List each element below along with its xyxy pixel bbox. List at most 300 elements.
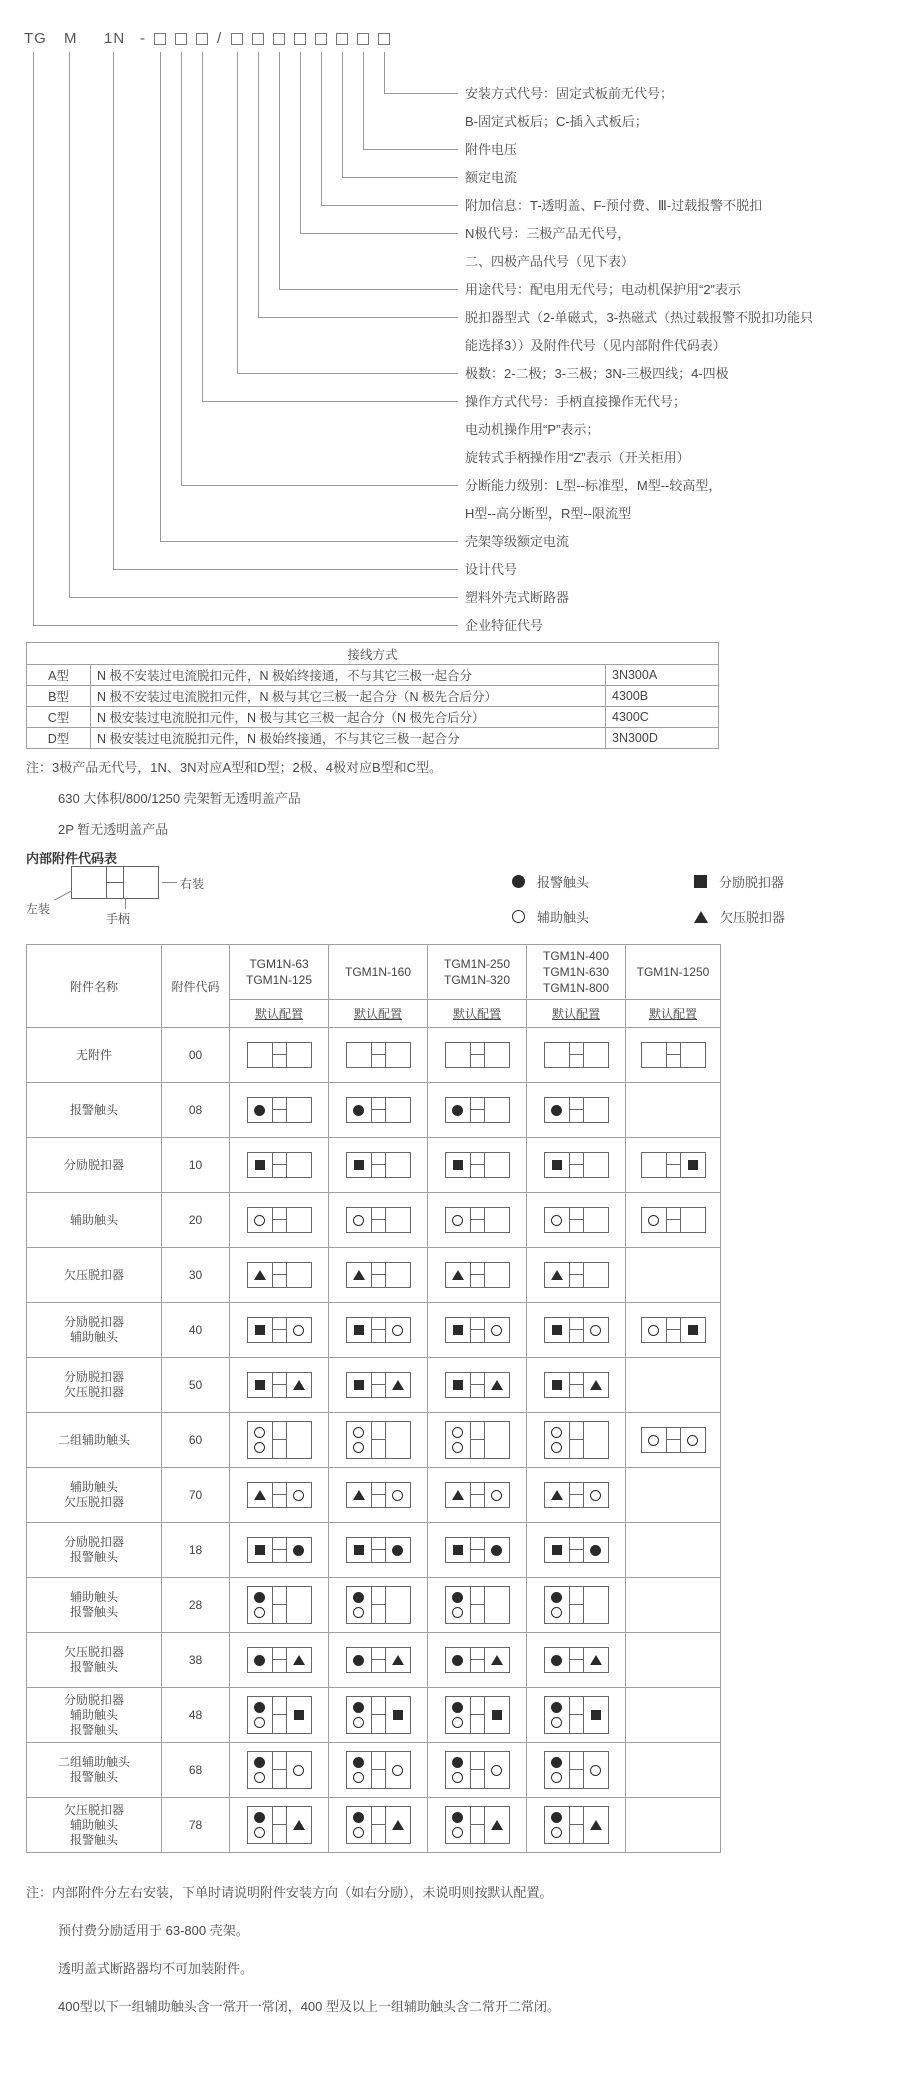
diagram-compartment-left [248,1648,272,1672]
handle-upper-segment [372,1752,385,1770]
legend-item-aux [512,907,694,926]
auxiliary-contact-icon [512,910,525,923]
handle-icon [272,1373,287,1397]
handle-upper-segment [667,1428,680,1440]
handle-lower-segment [372,1385,385,1397]
accessory-config-diagram [247,1262,312,1288]
undervoltage-release-icon [353,1490,365,1500]
diagram-compartment-right [584,1587,608,1623]
accessory-config-cell [230,1028,329,1083]
handle-upper-segment [273,1483,286,1495]
diagram-compartment-right [287,1318,311,1342]
alarm-contact-icon [452,1757,463,1768]
handle-upper-segment [107,867,123,883]
accessory-config-cell [329,1303,428,1358]
auxiliary-contact-icon [353,1215,364,1226]
handle-icon [272,1208,287,1232]
accessory-config-diagram [445,1372,510,1398]
product-column-header [329,945,428,1000]
diagram-compartment-left [347,1043,371,1067]
handle-upper-segment [372,1318,385,1330]
auxiliary-contact-icon [392,1765,403,1776]
diagram-compartment-left [248,1043,272,1067]
default-config-header [527,1000,626,1028]
handle-lower-segment [372,1605,385,1623]
diagram-compartment-left [347,1153,371,1177]
alarm-contact-icon [491,1545,502,1556]
accessory-name-cell [27,1303,162,1358]
accessory-row [27,1743,721,1798]
accessory-config-cell [626,1743,721,1798]
auxiliary-contact-icon [687,1435,698,1446]
diagram-compartment-right [287,1538,311,1562]
undervoltage-release-icon [254,1270,266,1280]
handle-icon [569,1208,584,1232]
accessory-config-cell [527,1468,626,1523]
handle-upper-segment [471,1263,484,1275]
accessory-config-diagram [247,1586,312,1624]
handle-upper-segment [471,1373,484,1385]
handle-upper-segment [372,1043,385,1055]
diagram-compartment-right [287,1153,311,1177]
shunt-release-icon [255,1160,265,1170]
accessory-code-cell: 68 [162,1743,230,1798]
handle-lower-segment [471,1055,484,1067]
handle-lower-segment [273,1275,286,1287]
legend-item-alarm [512,872,694,891]
accessory-name-line: 分励脱扣器 [63,1370,124,1384]
diagram-compartment-right [386,1043,410,1067]
handle-lower-segment [471,1275,484,1287]
accessory-config-cell [527,1138,626,1193]
auxiliary-contact-icon [293,1325,304,1336]
accessory-row [27,1303,721,1358]
accessory-config-diagram [641,1317,706,1343]
auxiliary-contact-icon [648,1435,659,1446]
diagram-compartment-left [248,1538,272,1562]
diagram-compartment-left [545,1807,569,1843]
diagram-compartment-left [446,1098,470,1122]
product-model-name: TGM1N-63 [249,957,309,971]
diagram-compartment-right [386,1752,410,1788]
shunt-release-icon [694,875,707,888]
accessory-config-diagram [544,1482,609,1508]
handle-upper-segment [570,1208,583,1220]
diagram-compartment-left [248,1483,272,1507]
product-model-name: TGM1N-630 [542,965,610,979]
handle-lower-segment [471,1660,484,1672]
model-code-callout [465,360,729,388]
accessory-config-diagram [544,1696,609,1734]
diagram-compartment-left [248,1153,272,1177]
wiring-type-cell: C型 [27,707,91,728]
accessory-config-cell [428,1468,527,1523]
product-column-header [428,945,527,1000]
note-line: 预付费分励适用于 63-800 壳架。 [58,1923,249,1938]
right-install-label: 右装 [180,877,205,891]
model-code-box [378,33,390,45]
undervoltage-release-icon [491,1380,503,1390]
handle-lower-segment [471,1495,484,1507]
accessory-name-line: 报警触头 [69,1770,118,1784]
handle-lower-segment [273,1330,286,1342]
diagram-compartment-right [287,1483,311,1507]
handle-icon [470,1263,485,1287]
auxiliary-contact-icon [491,1490,502,1501]
handle-icon [272,1538,287,1562]
handle-lower-segment [471,1385,484,1397]
handle-upper-segment [471,1648,484,1660]
handle-upper-segment [372,1373,385,1385]
product-model-name: TGM1N-250 [443,957,511,971]
accessory-config-cell [329,1193,428,1248]
handle-upper-segment [471,1483,484,1495]
undervoltage-release-icon [353,1270,365,1280]
undervoltage-release-icon [293,1655,305,1665]
accessory-config-diagram [445,1042,510,1068]
handle-icon [569,1648,584,1672]
default-config-label: 默认配置 [648,1007,697,1021]
accessory-config-diagram [641,1207,706,1233]
accessory-config-diagram [247,1751,312,1789]
auxiliary-contact-icon [452,1442,463,1453]
handle-icon [470,1208,485,1232]
shunt-release-icon [591,1710,601,1720]
diagram-compartment-right [584,1483,608,1507]
diagram-compartment-right [584,1648,608,1672]
model-code-slash: / [217,30,223,47]
accessory-config-diagram [346,1207,411,1233]
accessory-config-diagram [544,1537,609,1563]
handle-lower-segment [667,1330,680,1342]
diagram-compartment-left [446,1538,470,1562]
diagram-compartment-left [545,1587,569,1623]
handle-icon [272,1098,287,1122]
accessory-code-cell: 50 [162,1358,230,1413]
accessory-name-cell [27,1633,162,1688]
accessory-config-diagram [445,1647,510,1673]
accessory-code-cell: 00 [162,1028,230,1083]
accessory-config-cell [230,1578,329,1633]
wiring-table-row [27,728,719,749]
accessory-name-line: 辅助触头 [69,1330,118,1344]
diagram-compartment-right [386,1648,410,1672]
model-code-callout [465,80,673,136]
handle-icon [569,1807,584,1843]
accessory-config-cell [527,1028,626,1083]
accessory-code-cell: 18 [162,1523,230,1578]
handle-icon [371,1318,386,1342]
handle-upper-segment [570,1043,583,1055]
callout-label-line: 额定电流 [465,170,518,185]
accessory-section-title: 内部附件代码表 [26,851,118,866]
accessory-config-cell [329,1083,428,1138]
accessory-config-diagram [544,1262,609,1288]
auxiliary-contact-icon [353,1717,364,1728]
accessory-name-cell [27,1688,162,1743]
undervoltage-release-icon [551,1490,563,1500]
symbol-legend [512,872,785,926]
auxiliary-contact-icon [254,1772,265,1783]
alarm-contact-icon [551,1655,562,1666]
accessory-config-diagram [544,1372,609,1398]
diagram-compartment-right [485,1697,509,1733]
accessory-config-cell [626,1083,721,1138]
diagram-compartment-left [545,1153,569,1177]
alarm-contact-icon [353,1655,364,1666]
model-code-part: M [64,30,78,47]
wiring-table-row [27,707,719,728]
undervoltage-release-icon [590,1820,602,1830]
handle-icon [272,1807,287,1843]
handle-lower-segment [273,1055,286,1067]
alarm-contact-icon [353,1702,364,1713]
shunt-release-icon [255,1325,265,1335]
accessory-config-cell [230,1413,329,1468]
wiring-table-row [27,686,719,707]
accessory-name-cell [27,1798,162,1853]
accessory-config-diagram [247,1372,312,1398]
handle-icon [272,1648,287,1672]
handle-upper-segment [273,1422,286,1440]
shunt-release-icon [453,1325,463,1335]
handle-lower-segment [570,1770,583,1788]
diagram-compartment-left [545,1263,569,1287]
diagram-compartment-left [347,1373,371,1397]
diagram-compartment-right [584,1208,608,1232]
auxiliary-contact-icon [452,1215,463,1226]
diagram-compartment-left [446,1153,470,1177]
accessory-config-cell [230,1688,329,1743]
diagram-compartment-left [446,1043,470,1067]
handle-icon [470,1697,485,1733]
diagram-compartment-left [642,1208,666,1232]
handle-icon [470,1318,485,1342]
handle-upper-segment [273,1043,286,1055]
diagram-compartment-right [485,1483,509,1507]
model-code-box [273,33,285,45]
alarm-contact-icon [452,1592,463,1603]
alarm-contact-icon [254,1655,265,1666]
diagram-compartment-left [248,1807,272,1843]
accessory-row [27,1578,721,1633]
diagram-compartment-right [386,1807,410,1843]
model-code-callout [465,304,813,360]
diagram-compartment-right [386,1373,410,1397]
handle-lower-segment [372,1715,385,1733]
diagram-compartment-right [386,1538,410,1562]
alarm-contact-icon [512,875,525,888]
accessory-name-cell [27,1193,162,1248]
handle-lower-segment [273,1165,286,1177]
handle-lower-segment [273,1220,286,1232]
diagram-compartment-left [248,1373,272,1397]
note-line: 透明盖式断路器均不可加装附件。 [58,1961,254,1976]
handle-icon [371,1263,386,1287]
handle-lower-segment [570,1220,583,1232]
handle-label: 手柄 [106,912,131,926]
accessory-config-cell [230,1743,329,1798]
handle-icon [371,1422,386,1458]
diagram-compartment-right [681,1428,705,1452]
auxiliary-contact-icon [254,1607,265,1618]
model-code-box [315,33,327,45]
callout-label-line: 企业特征代号 [465,618,544,633]
accessory-config-diagram [445,1207,510,1233]
accessory-config-diagram [445,1806,510,1844]
diagram-compartment-left [347,1807,371,1843]
diagram-compartment-left [545,1752,569,1788]
handle-lower-segment [570,1165,583,1177]
diagram-compartment-left [248,1263,272,1287]
product-model-name: TGM1N-125 [245,973,313,987]
model-code-box [175,33,187,45]
diagram-compartment-left [347,1318,371,1342]
diagram-compartment-right [287,1587,311,1623]
product-model-name: TGM1N-800 [542,981,610,995]
callout-label-line: 分断能力级别：L型--标准型，M型--较高型， [465,478,722,493]
accessory-name-line: 欠压脱扣器 [63,1802,124,1817]
accessory-config-cell [428,1523,527,1578]
model-code-box [154,33,166,45]
wiring-notes [26,752,442,845]
handle-icon [272,1043,287,1067]
undervoltage-release-icon [392,1820,404,1830]
handle-icon [272,1752,287,1788]
handle-icon [272,1422,287,1458]
accessory-name-cell [27,1138,162,1193]
handle-icon [470,1043,485,1067]
accessory-config-diagram [247,1317,312,1343]
diagram-compartment-right [485,1373,509,1397]
accessory-name-line: 报警触头 [69,1550,118,1564]
diagram-compartment-left [446,1373,470,1397]
accessory-name-line: 报警触头 [69,1660,118,1674]
note-line: 630 大体积/800/1250 壳架暂无透明盖产品 [58,791,301,806]
accessory-config-diagram [544,1806,609,1844]
diagram-compartment-left [248,1318,272,1342]
accessory-config-cell [626,1028,721,1083]
accessory-config-diagram [247,1537,312,1563]
handle-lower-segment [471,1825,484,1843]
accessory-config-cell [527,1303,626,1358]
product-model-name: TGM1N-400 [542,949,610,963]
wiring-desc-cell: N 极不安装过电流脱扣元件，N 极与其它三极一起合分（N 极先合后分） [91,686,606,707]
diagram-compartment-right [386,1422,410,1458]
handle-upper-segment [372,1483,385,1495]
accessory-config-cell [428,1633,527,1688]
handle-lower-segment [471,1605,484,1623]
diagram-compartment-right [287,1752,311,1788]
diagram-compartment-left [347,1422,371,1458]
handle-lower-segment [570,1715,583,1733]
install-orientation-diagram [26,866,276,932]
undervoltage-release-icon [590,1655,602,1665]
handle-upper-segment [273,1373,286,1385]
callout-label-line: 旋转式手柄操作用“Z”表示（开关柜用） [465,450,690,465]
handle-icon [470,1422,485,1458]
handle-upper-segment [570,1807,583,1825]
accessory-name-line: 分励脱扣器 [63,1157,124,1172]
handle-upper-segment [570,1648,583,1660]
accessory-name-line: 报警触头 [69,1102,118,1117]
accessory-config-diagram [346,1421,411,1459]
accessory-config-diagram [346,1647,411,1673]
default-config-label: 默认配置 [452,1007,501,1021]
handle-lower-segment [107,883,123,899]
model-code-box [336,33,348,45]
handle-upper-segment [471,1422,484,1440]
accessory-config-cell [527,1193,626,1248]
handle-upper-segment [372,1697,385,1715]
accessory-name-line: 报警触头 [69,1832,118,1847]
accessory-config-cell [329,1138,428,1193]
handle-lower-segment [273,1440,286,1458]
accessory-config-diagram [346,1751,411,1789]
diagram-compartment-left [347,1208,371,1232]
accessory-name-cell [27,1743,162,1798]
diagram-compartment-left [545,1318,569,1342]
auxiliary-contact-icon [491,1765,502,1776]
handle-icon [569,1318,584,1342]
wiring-code-cell: 4300C [606,707,719,728]
handle-upper-segment [667,1208,680,1220]
handle-upper-segment [570,1373,583,1385]
shunt-release-icon [688,1160,698,1170]
accessory-config-diagram [71,866,159,899]
diagram-compartment-right [584,1422,608,1458]
accessory-config-diagram [544,1207,609,1233]
handle-pointer-line [125,899,126,909]
handle-icon [371,1208,386,1232]
handle-icon [569,1422,584,1458]
shunt-release-icon [354,1325,364,1335]
diagram-compartment-right [681,1318,705,1342]
diagram-compartment-right [584,1538,608,1562]
model-code-callout [465,528,569,556]
undervoltage-release-icon [392,1380,404,1390]
accessory-config-diagram [544,1097,609,1123]
handle-lower-segment [372,1770,385,1788]
diagram-compartment-right [584,1373,608,1397]
accessory-config-diagram [445,1537,510,1563]
handle-icon [666,1153,681,1177]
handle-upper-segment [273,1538,286,1550]
accessory-name-cell [27,1413,162,1468]
alarm-contact-icon [353,1592,364,1603]
handle-upper-segment [471,1153,484,1165]
accessory-config-cell [527,1413,626,1468]
accessory-name-cell [27,1083,162,1138]
accessory-config-cell [428,1578,527,1633]
accessory-config-diagram [346,1482,411,1508]
accessory-row [27,1358,721,1413]
auxiliary-contact-icon [590,1765,601,1776]
accessory-config-diagram [346,1097,411,1123]
accessory-name-cell [27,1468,162,1523]
handle-icon [272,1318,287,1342]
handle-upper-segment [667,1043,680,1055]
auxiliary-contact-icon [452,1827,463,1838]
product-column-header [527,945,626,1000]
accessory-name-line: 分励脱扣器 [63,1692,124,1707]
diagram-compartment-left [347,1648,371,1672]
accessory-config-diagram [346,1262,411,1288]
handle-upper-segment [471,1587,484,1605]
accessory-config-diagram [346,1696,411,1734]
diagram-compartment-left [446,1318,470,1342]
accessory-name-line: 辅助触头 [69,1707,118,1722]
